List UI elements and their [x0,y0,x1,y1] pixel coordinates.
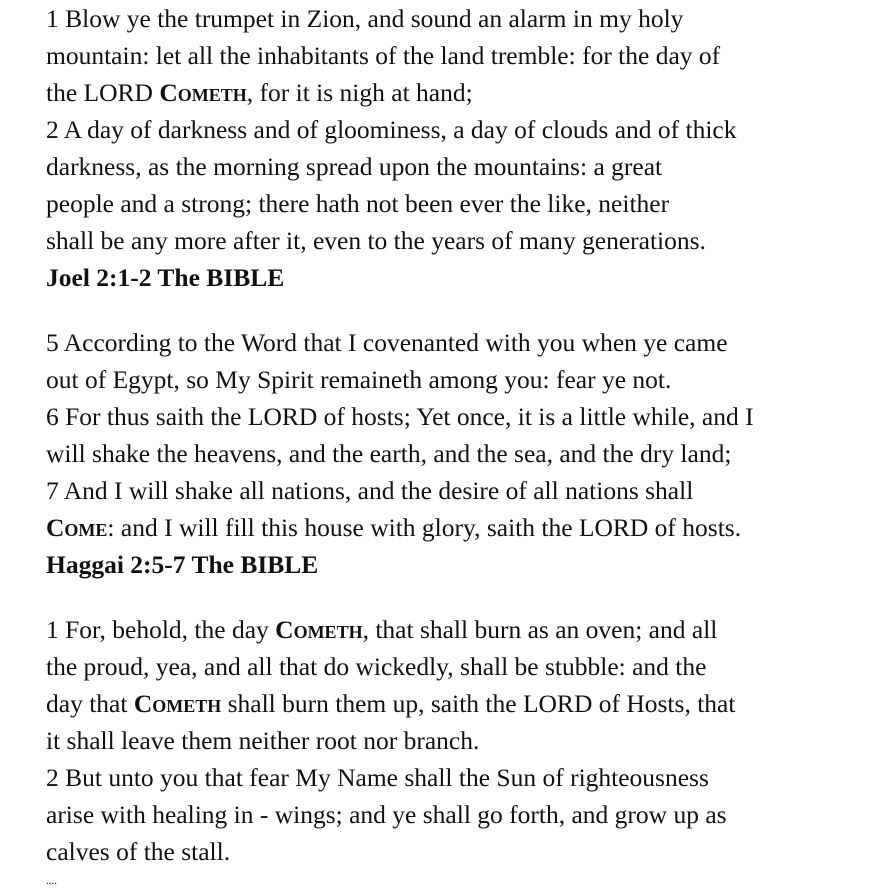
emphasized-word: Cometh [133,689,222,718]
passage-malachi [46,611,866,870]
verse-line: 7 And I will shake all nations, and the desire of all nations shall [46,476,694,505]
scripture-document [46,0,866,888]
verse-line: 1 Blow ye the trumpet in Zion, and sound an alarm in my holy [46,4,684,33]
verse-line: 1 For, behold, the day Cometh, that shall burn as an oven; and all [46,615,718,644]
verse-line: the LORD Cometh, for it is nigh at hand; [46,78,473,107]
passage-joel [46,0,866,296]
scripture-reference: Joel 2:1-2 The BIBLE [46,263,285,292]
verse-line: out of Egypt, so My Spirit remaineth among you: fear ye not. [46,365,672,394]
continuation-mark: .... [46,875,57,887]
passage-spacer [46,583,866,611]
passage-haggai [46,324,866,583]
verse-line: Come: and I will fill this house with glory, saith the LORD of hosts. [46,513,742,542]
passage-spacer [46,296,866,324]
verse-line: people and a strong; there hath not been ever the like, neither [46,189,670,218]
verse-line: 2 But unto you that fear My Name shall the Sun of righteousness [46,763,709,792]
verse-line: mountain: let all the inhabitants of the land tremble: for the day of [46,41,721,70]
emphasized-word: Cometh [275,615,363,644]
verse-line: day that Cometh shall burn them up, saith the LORD of Hosts, that [46,689,736,718]
verse-line: calves of the stall. [46,837,231,866]
verse-line: the proud, yea, and all that do wickedly, shall be stubble: and the [46,652,707,681]
verse-line: 5 According to the Word that I covenanted with you when ye came [46,328,728,357]
scripture-reference: Haggai 2:5-7 The BIBLE [46,550,319,579]
verse-line: it shall leave them neither root nor branch. [46,726,480,755]
verse-line: shall be any more after it, even to the years of many generations. [46,226,706,255]
verse-line: darkness, as the morning spread upon the mountains: a great [46,152,663,181]
verse-line: will shake the heavens, and the earth, and the sea, and the dry land; [46,439,732,468]
emphasized-word: Cometh [159,78,247,107]
verse-line: arise with healing in - wings; and ye shall go forth, and grow up as [46,800,727,829]
verse-line: 6 For thus saith the LORD of hosts; Yet once, it is a little while, and I [46,402,754,431]
emphasized-word: Come [46,513,108,542]
verse-line: 2 A day of darkness and of gloominess, a day of clouds and of thick [46,115,737,144]
